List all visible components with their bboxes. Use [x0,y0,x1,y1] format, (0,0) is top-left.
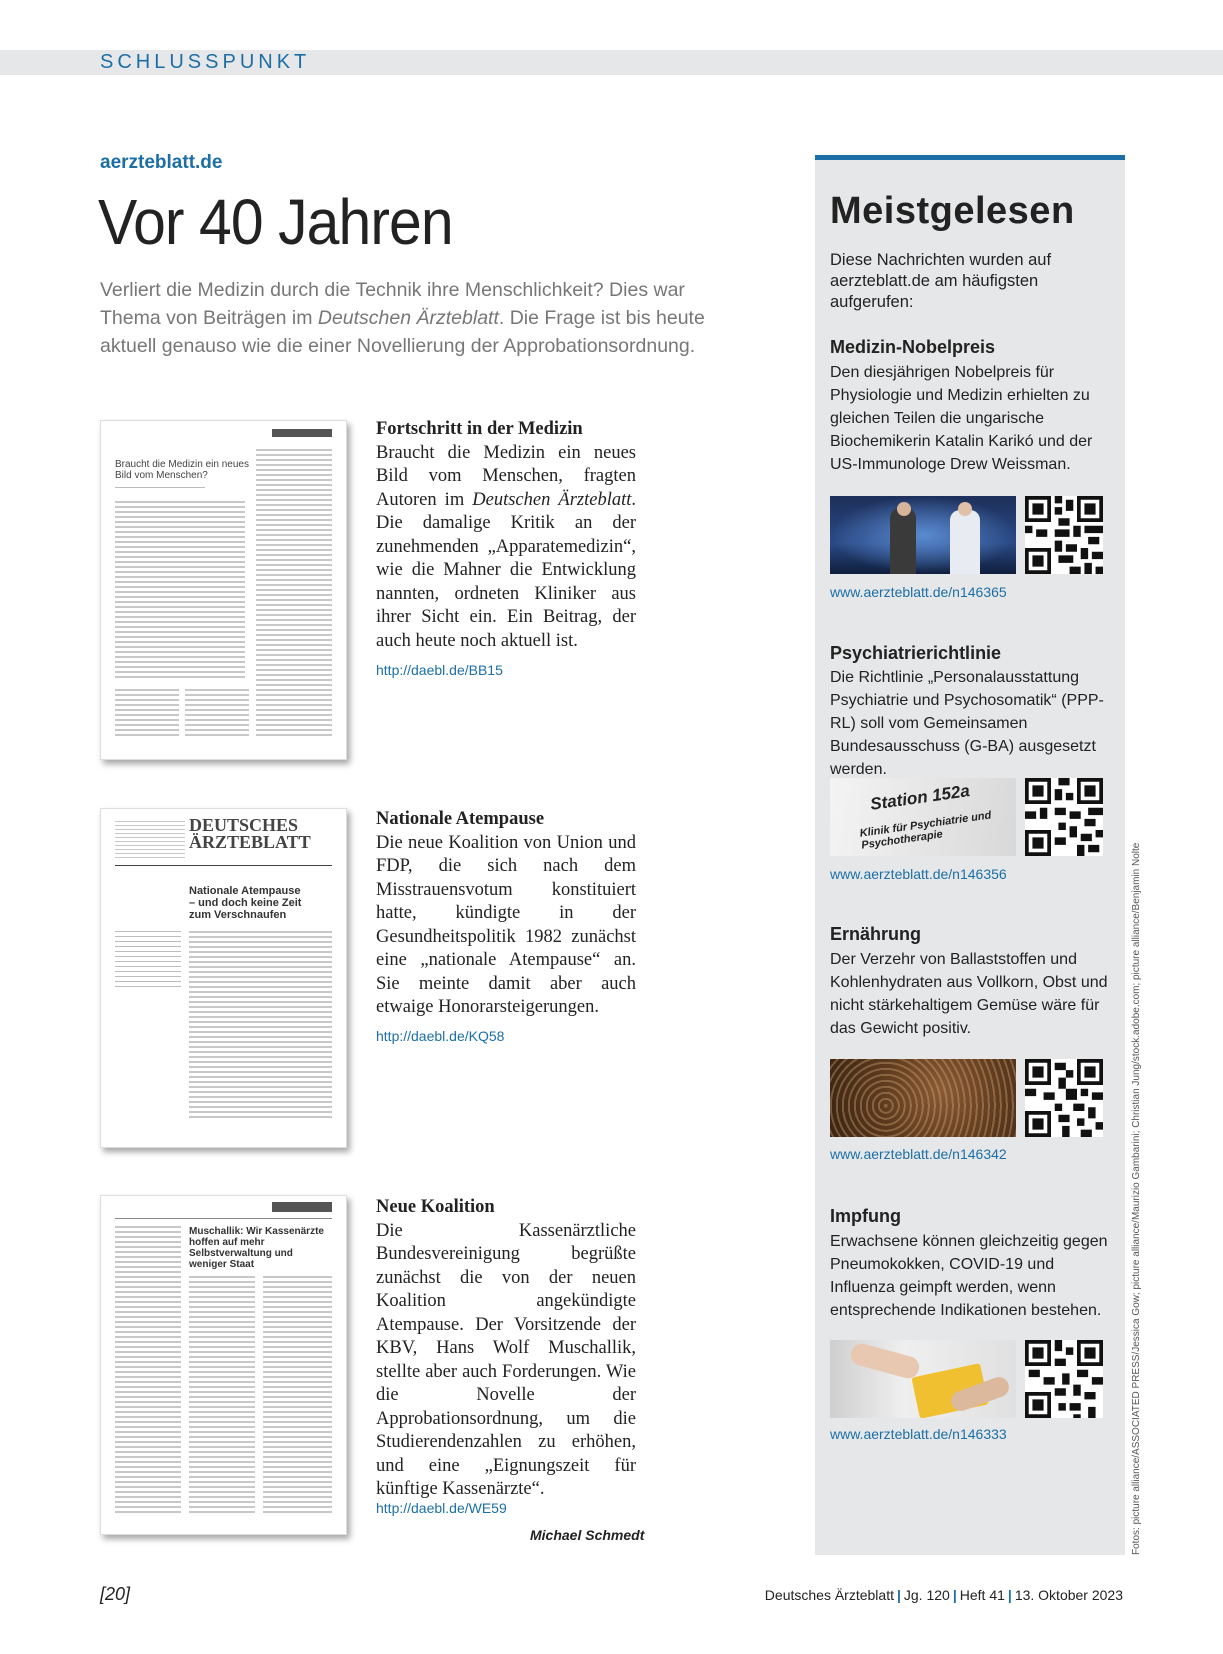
article-thumbnail-1[interactable] [100,420,347,760]
article-link-1[interactable]: http://daebl.de/BB15 [376,662,503,678]
article-1 [376,418,636,653]
lead-text-2: . Die Frage ist bis heute aktuell genauso wie die einer Novellierung der Approbationsordnung. [100,307,705,357]
thumb-masthead: DEUTSCHES ÄRZTEBLATT [189,815,311,852]
psychiatry-sign-photo [830,778,1016,856]
sidebar-item-heading-3: Ernährung [830,924,922,944]
article-body-2: Die neue Koalition von Union und FDP, die sich nach dem Misstrauensvotum konstituiert hatte, kündigte in der Gesundheitspolitik 1982 zunächst eine „nationale Atempause“ an. Sie meinte damit aber auch etwaige Honorarsteigerungen. [376,832,636,1017]
sidebar-item-heading-2: Psychiatrierichtlinie [830,643,1002,663]
footer-publication: Deutsches Ärzteblatt | Jg. 120 | Heft 41 | 13. Oktober 2023 [764,1587,1123,1603]
thumb-title-1: Braucht die Medizin ein neues Bild vom Menschen? [115,459,249,481]
sidebar-item-heading-1: Medizin-Nobelpreis [830,337,996,357]
qr-code-icon[interactable] [1025,496,1103,574]
lead-text-1: Verliert die Medizin durch die Technik ihre Menschlichkeit? Dies war Thema von Beiträgen im [100,279,685,329]
bread-photo [830,1059,1016,1137]
thumb-title-3: Muschallik: Wir Kassenärzte hoffen auf mehr Selbstverwaltung und weniger Staat [189,1226,324,1270]
page-number: [20] [100,1584,131,1604]
footer-date: 13. Oktober 2023 [1014,1587,1123,1603]
article-heading-2: Nationale Atempause [376,809,545,829]
qr-code-icon[interactable] [1025,778,1103,856]
article-link-3[interactable]: http://daebl.de/WE59 [376,1500,507,1516]
sidebar-item-link-4[interactable]: www.aerzteblatt.de/n146333 [830,1426,1007,1442]
sidebar-item-text-2: Die Richtlinie „Personalausstattung Psychiatrie und Psychosomatik“ (PPP-RL) soll vom Gemeinsamen Bundesausschuss (G-BA) ausgesetzt werden. [830,669,1104,778]
article-thumbnail-2[interactable] [100,808,347,1148]
sidebar-item-link-3[interactable]: www.aerzteblatt.de/n146342 [830,1146,1007,1162]
article-body-1: Braucht die Medizin ein neues Bild vom Menschen, fragten Autoren im Deutschen Ärzteblatt. Die damalige Kritik an der zunehmenden „Apparatemedizin“, wie die Mahner die Entwicklung nannten, ordneten Kliniker aus ihrer Sicht ein. Ein Beitrag, der auch heute noch aktuell ist. [376,442,636,651]
article-thumbnail-3[interactable] [100,1195,347,1535]
thumb-title-2: Nationale Atempause – und doch keine Zeit zum Verschnaufen [189,885,302,921]
kicker: aerzteblatt.de [100,152,223,173]
sidebar-item-heading-4: Impfung [830,1206,901,1226]
article-heading-3: Neue Koalition [376,1197,495,1217]
sidebar-item-link-2[interactable]: www.aerzteblatt.de/n146356 [830,866,1007,882]
article-2 [376,808,636,1020]
footer-volume: Jg. 120 [903,1587,950,1603]
author: Michael Schmedt [530,1527,645,1543]
page-title: Vor 40 Jahren [98,186,453,258]
photo-credit: Fotos: picture alliance/ASSOCIATED PRESS/Jessica Gow; picture alliance/Maurizio Gambarini; Christian Jung/stock.adobe.com; picture alliance/Benjamin Nolte [1131,842,1142,1555]
section-label: SCHLUSSPUNKT [100,51,311,73]
footer-issue: Heft 41 [959,1587,1005,1603]
qr-code-icon[interactable] [1025,1340,1103,1418]
article-body-3: Die Kassenärztliche Bundesvereinigung begrüßte zunächst die von der neuen Koalition angekündigte Atempause. Der Vorsitzende der KBV, Hans Wolf Muschallik, stellte aber auch Forderungen. Wie die Novelle der Approbationsordnung, um die Studierendenzahlen zu erhöhen, und eine „Eignungszeit für künftige Kassenärzte“. [376,1220,636,1499]
sign-clinic: Klinik für Psychiatrie und Psychotherapie [859,809,993,852]
lead-paragraph [100,276,720,360]
nobel-photo [830,496,1016,574]
sidebar-title: Meistgelesen [830,190,1075,232]
sign-station: Station 152a [869,781,971,814]
sidebar-intro: Diese Nachrichten wurden auf aerzteblatt.de am häufigsten aufgerufen: [830,251,1052,311]
article-heading-1: Fortschritt in der Medizin [376,419,583,439]
sidebar-item-link-1[interactable]: www.aerzteblatt.de/n146365 [830,584,1007,600]
article-3 [376,1196,636,1502]
article-link-2[interactable]: http://daebl.de/KQ58 [376,1028,505,1044]
sidebar-item-text-4: Erwachsene können gleichzeitig gegen Pneumokokken, COVID-19 und Influenza geimpft werden, wenn entsprechende Indikationen bestehen. [830,1233,1108,1319]
vaccination-photo [830,1340,1016,1418]
lead-italic: Deutschen Ärzteblatt [317,307,499,329]
sidebar-item-text-1: Den diesjährigen Nobelpreis für Physiologie und Medizin erhielten zu gleichen Teilen die ungarische Biochemikerin Katalin Karikó und der US-Immunologe Drew Weissman. [830,364,1093,473]
sidebar-item-text-3: Der Verzehr von Ballaststoffen und Kohlenhydraten aus Vollkorn, Obst und nicht stärkehaltigem Gemüse wäre für das Gewicht positiv. [830,951,1108,1037]
footer-publication-name: Deutsches Ärzteblatt [764,1587,894,1603]
qr-code-icon[interactable] [1025,1059,1103,1137]
